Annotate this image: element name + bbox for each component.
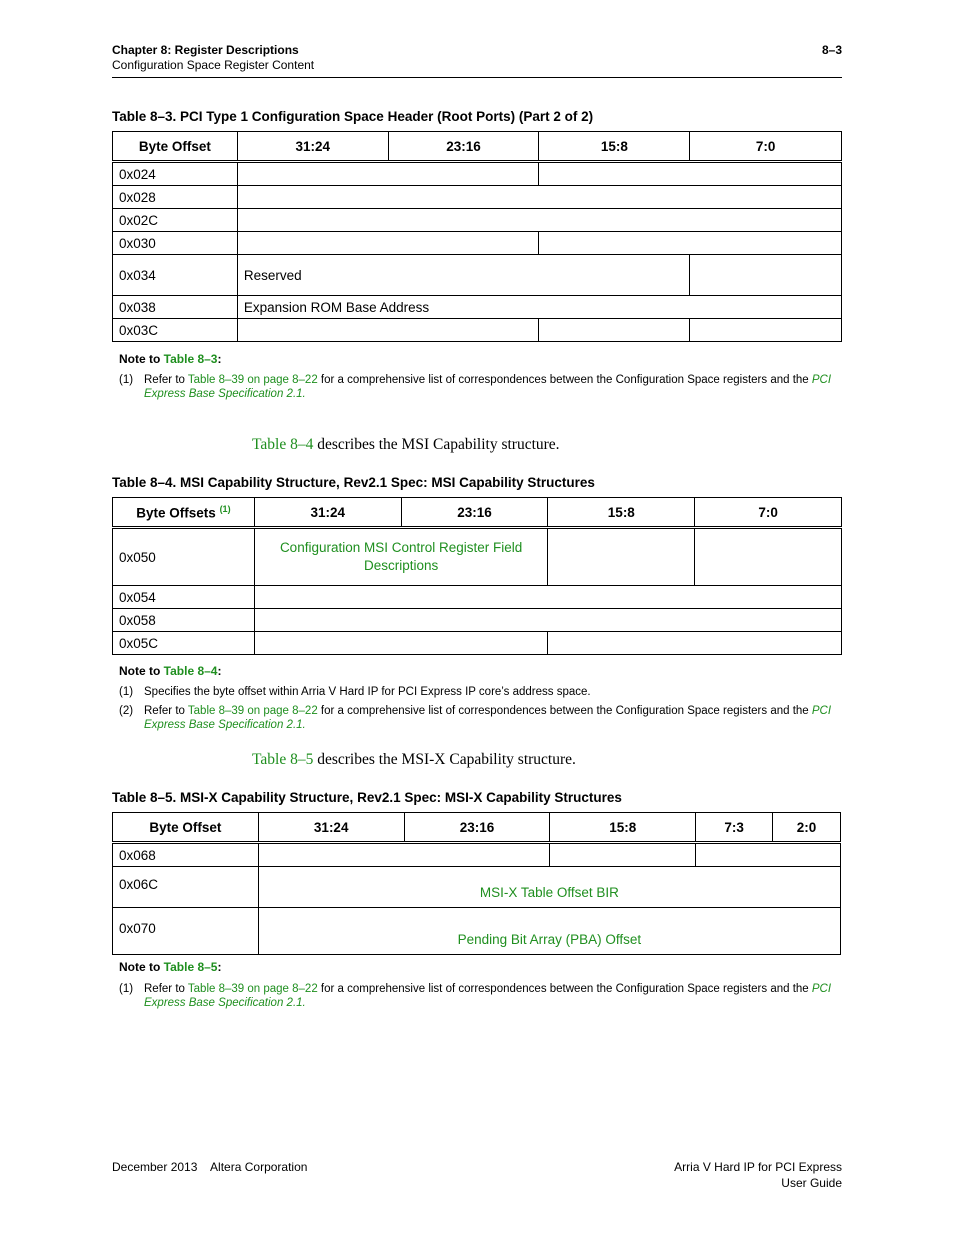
table4-intro: Table 8–4 describes the MSI Capability structure. [252, 436, 560, 453]
table-8-39-link[interactable]: Table 8–39 on page 8–22 [187, 705, 318, 717]
expansion-rom-cell: Expansion ROM Base Address [237, 296, 841, 319]
table5-header-offset: Byte Offset [113, 813, 259, 843]
table-row [113, 908, 841, 955]
table4-header-31-24: 31:24 [254, 498, 401, 528]
reserved-cell: Reserved [237, 255, 689, 296]
table4-header-23-16: 23:16 [401, 498, 548, 528]
table5-intro: Table 8–5 describes the MSI-X Capability structure. [252, 751, 576, 768]
row-offset: 0x03C [113, 319, 238, 342]
pcie-spec-link[interactable]: PCI Express Base Specification 2.1. [144, 983, 832, 1009]
table-row [113, 528, 842, 586]
row-offset: 0x058 [113, 609, 255, 632]
footer-doc-type: User Guide [781, 1176, 842, 1190]
table3 [112, 131, 842, 342]
table-row [113, 586, 842, 609]
table4-note-heading: Note to Table 8–4: [119, 664, 222, 678]
table3-header-31-24: 31:24 [237, 132, 388, 162]
table-row [113, 843, 841, 867]
header-rule [112, 77, 842, 78]
table5-note-heading: Note to Table 8–5: [119, 960, 222, 974]
table-row [113, 232, 842, 255]
table5-header-23-16: 23:16 [404, 813, 550, 843]
row-offset: 0x034 [113, 255, 238, 296]
table4-caption: Table 8–4. MSI Capability Structure, Rev2.1 Spec: MSI Capability Structures [112, 475, 595, 490]
row-offset: 0x068 [113, 843, 259, 867]
row-offset: 0x050 [113, 528, 255, 586]
table5-header-31-24: 31:24 [258, 813, 404, 843]
table4-note-2: (2) Refer to Table 8–39 on page 8–22 for a comprehensive list of correspondences between the Configuration Space registers and the PCI Express Base Specification 2.1. [119, 705, 832, 731]
row-offset: 0x06C [113, 867, 259, 908]
table-row [113, 162, 842, 186]
table-row [113, 296, 842, 319]
table4 [112, 497, 842, 655]
table3-header-23-16: 23:16 [388, 132, 539, 162]
footer-doc-title: Arria V Hard IP for PCI Express [674, 1160, 842, 1174]
row-offset: 0x05C [113, 632, 255, 655]
pcie-spec-link[interactable]: PCI Express Base Specification 2.1. [144, 374, 832, 400]
table-8-5-link[interactable]: Table 8–5 [252, 751, 314, 768]
table4-note-ref-link[interactable]: Table 8–4 [163, 664, 218, 678]
table5-header-15-8: 15:8 [550, 813, 696, 843]
table4-header-offset: Byte Offsets $^{(1)}$ [113, 498, 255, 528]
table3-caption: Table 8–3. PCI Type 1 Configuration Space Header (Root Ports) (Part 2 of 2) [112, 109, 594, 124]
msix-table-offset-link[interactable]: MSI-X Table Offset BIR [258, 867, 840, 908]
table5-note-1: (1) Refer to Table 8–39 on page 8–22 for a comprehensive list of correspondences between the Configuration Space registers and the PCI Express Base Specification 2.1. [119, 983, 832, 1009]
row-offset: 0x030 [113, 232, 238, 255]
row-offset: 0x070 [113, 908, 259, 955]
pcie-spec-link[interactable]: PCI Express Base Specification 2.1. [144, 705, 832, 731]
page-number: 8–3 [821, 43, 842, 57]
table-row [113, 255, 842, 296]
table5 [112, 812, 841, 955]
section-title: Configuration Space Register Content [112, 58, 315, 72]
table3-header-7-0: 7:0 [690, 132, 842, 162]
row-offset: 0x038 [113, 296, 238, 319]
table-8-39-link[interactable]: Table 8–39 on page 8–22 [187, 374, 318, 386]
chapter-title: Chapter 8: Register Descriptions [112, 43, 299, 57]
pba-offset-link[interactable]: Pending Bit Array (PBA) Offset [258, 908, 840, 955]
row-offset: 0x028 [113, 186, 238, 209]
table5-caption: Table 8–5. MSI-X Capability Structure, Rev2.1 Spec: MSI-X Capability Structures [112, 790, 622, 805]
table3-header-offset: Byte Offset [113, 132, 238, 162]
table4-note-1: (1) Specifies the byte offset within Arria V Hard IP for PCI Express IP core’s address space. [119, 686, 591, 698]
table-row [113, 867, 841, 908]
table-row [113, 632, 842, 655]
table3-note-heading: Note to Table 8–3: [119, 352, 222, 366]
table-8-4-link[interactable]: Table 8–4 [252, 436, 314, 453]
table-row [113, 609, 842, 632]
table-8-39-link[interactable]: Table 8–39 on page 8–22 [187, 983, 318, 995]
table3-header-15-8: 15:8 [539, 132, 690, 162]
row-offset: 0x054 [113, 586, 255, 609]
table-row [113, 319, 842, 342]
table4-header-15-8: 15:8 [548, 498, 695, 528]
row-offset: 0x024 [113, 162, 238, 186]
table5-header-2-0: 2:0 [773, 813, 841, 843]
row-offset: 0x02C [113, 209, 238, 232]
msi-control-register-link[interactable]: Configuration MSI Control Register Field Descriptions [254, 528, 548, 586]
table5-note-ref-link[interactable]: Table 8–5 [163, 960, 218, 974]
table5-header-7-3: 7:3 [696, 813, 773, 843]
table3-note-1: (1) Refer to Table 8–39 on page 8–22 for a comprehensive list of correspondences between the Configuration Space registers and the PCI Express Base Specification 2.1. [119, 374, 832, 400]
table4-header-7-0: 7:0 [695, 498, 842, 528]
footnote-ref[interactable]: (1) [219, 503, 231, 514]
table-row [113, 209, 842, 232]
table-row [113, 186, 842, 209]
footer-date-company: December 2013 Altera Corporation [112, 1160, 308, 1174]
table3-note-ref-link[interactable]: Table 8–3 [163, 352, 218, 366]
